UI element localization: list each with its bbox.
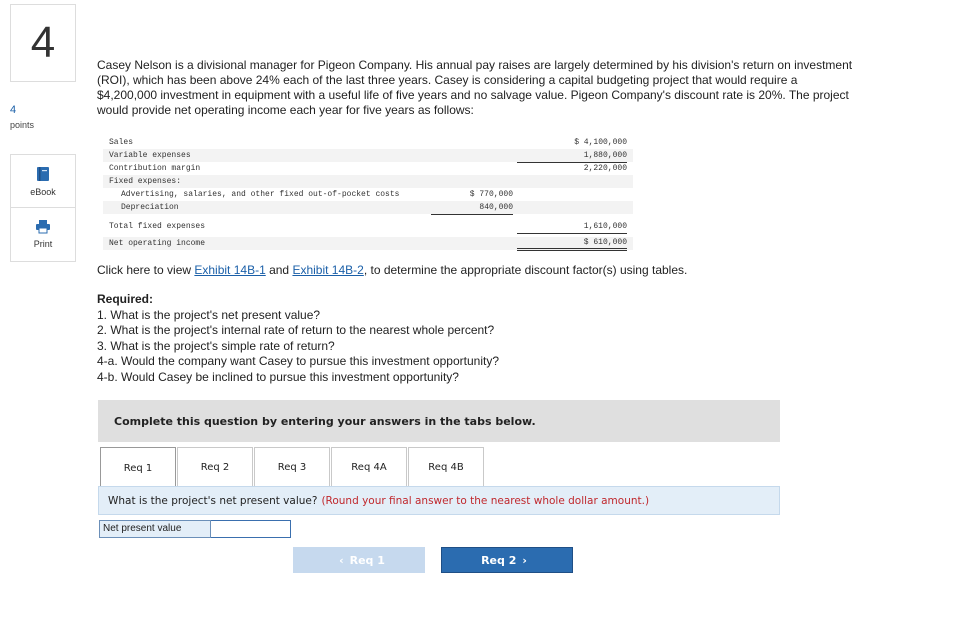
row-depreciation [103, 201, 633, 214]
answer-row [99, 520, 291, 538]
tab-req-4b[interactable]: Req 4B [408, 447, 484, 487]
problem-intro: Casey Nelson is a divisional manager for Pigeon Company. His annual pay raises are largely determined by his division's return on investment (ROI), which has been above 24% each of the last three years. Casey is considering a capital budgeting project that would require a $4,200,000 investment in equipment with a useful life of five years and no salvage value. Pigeon Company's discount rate is 20%. The project would provide net operating income each year for five years as follows: [97, 58, 853, 117]
tab-req-4a[interactable]: Req 4A [331, 447, 407, 487]
required-section [97, 292, 499, 385]
printer-icon [35, 219, 51, 234]
exhibit-prefix: Click here to view [97, 263, 195, 277]
variable-value: 1,880,000 [517, 149, 627, 163]
points-value: 4 [10, 104, 17, 116]
rounding-note: (Round your final answer to the nearest whole dollar amount.) [321, 494, 650, 507]
net-income-label: Net operating income [109, 239, 206, 248]
variable-label: Variable expenses [109, 151, 191, 160]
required-item: 4-b. Would Casey be inclined to pursue this investment opportunity? [97, 369, 459, 384]
print-label: Print [33, 239, 53, 249]
required-item: 3. What is the project's simple rate of return? [97, 338, 335, 353]
exhibit-and: and [265, 263, 293, 277]
fixed-header-label: Fixed expenses: [109, 177, 182, 186]
row-advertising [103, 188, 633, 201]
contribution-label: Contribution margin [109, 164, 201, 173]
question-text: What is the project's net present value? [108, 494, 318, 507]
row-fixed-header [103, 175, 633, 188]
next-label: Req 2 [481, 553, 517, 567]
required-heading: Required: [97, 292, 154, 306]
prev-label: Req 1 [349, 553, 385, 567]
exhibit-14b2-link[interactable]: Exhibit 14B-2 [292, 263, 364, 277]
required-item: 2. What is the project's internal rate of return to the nearest whole percent? [97, 323, 495, 337]
sales-label: Sales [109, 138, 134, 147]
exhibit-suffix: , to determine the appropriate discount factor(s) using tables. [363, 263, 688, 277]
income-statement-table [103, 136, 633, 250]
row-total-fixed [103, 220, 633, 233]
depreciation-label: Depreciation [121, 203, 179, 212]
total-fixed-value: 1,610,000 [517, 220, 627, 234]
sales-value: $ 4,100,000 [574, 138, 627, 147]
exhibit-14b1-link[interactable]: Exhibit 14B-1 [194, 263, 266, 277]
instructions-banner: Complete this question by entering your answers in the tabs below. [98, 400, 780, 442]
next-button[interactable] [441, 547, 573, 573]
row-net-income [103, 237, 633, 250]
prev-button[interactable] [293, 547, 425, 573]
row-variable [103, 149, 633, 162]
chevron-left-icon: ‹ [339, 553, 344, 567]
question-number: 4 [10, 4, 76, 82]
tab-bar [100, 447, 485, 488]
points-label: points [10, 120, 35, 130]
tools-panel [10, 154, 76, 262]
npv-input[interactable] [211, 520, 291, 538]
tab-req-2[interactable]: Req 2 [177, 447, 253, 487]
row-sales [103, 136, 633, 149]
advertising-value: $ 770,000 [469, 190, 513, 199]
tab-req-1[interactable]: Req 1 [100, 447, 176, 488]
row-contribution [103, 162, 633, 175]
advertising-label: Advertising, salaries, and other fixed out-of-pocket costs [121, 190, 400, 199]
exhibit-line [97, 263, 687, 277]
chevron-right-icon: › [522, 553, 527, 567]
ebook-button[interactable] [11, 155, 75, 207]
npv-label: Net present value [99, 520, 211, 538]
contribution-value: 2,220,000 [583, 164, 627, 173]
print-button[interactable] [11, 207, 75, 260]
question-prompt [98, 486, 780, 515]
net-income-value: $ 610,000 [517, 237, 627, 251]
required-item: 4-a. Would the company want Casey to pursue this investment opportunity? [97, 354, 499, 368]
depreciation-value: 840,000 [431, 201, 513, 215]
ebook-label: eBook [30, 186, 56, 197]
book-icon [36, 166, 50, 182]
total-fixed-label: Total fixed expenses [109, 222, 206, 231]
required-item: 1. What is the project's net present value? [97, 307, 321, 322]
tab-req-3[interactable]: Req 3 [254, 447, 330, 487]
